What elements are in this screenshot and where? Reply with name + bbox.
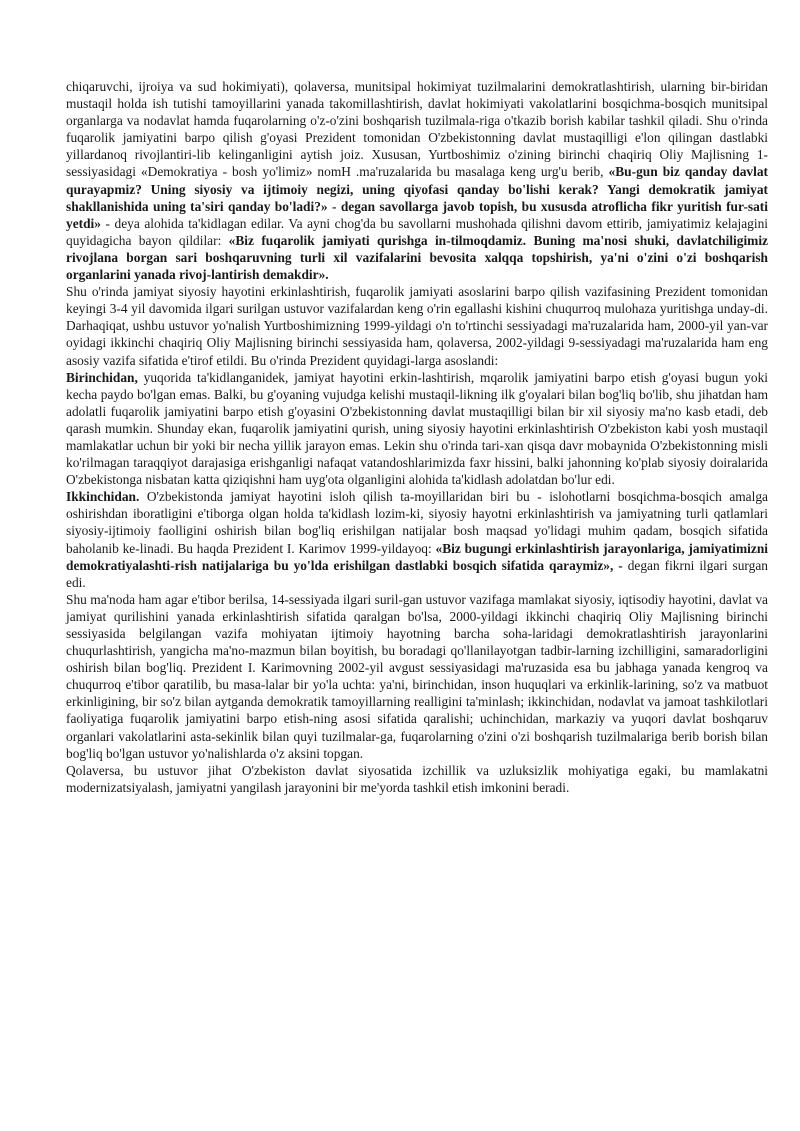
text-run: O'zbekistonda jamiyat hayotini isloh qilish ta-moyillaridan biri bu - islohotlarni bosqichma-bosqich amalga oshirishdan iboratligini e'tiborga olgan holda ta'kidlash lozim-ki, siyosiy hayotni erkinlashtirish va jamiyatning turli qatlamlari siyosiy-ijtimoiy faolligini oshirish bilan bog'liq erishilgan natijalar bosh maqsad yo'lidagi muhim qadam, bosqich sifatida baholanib ke-linadi. Bu haqda Prezident I. Karimov 1999-yildayoq:	[66, 489, 768, 556]
paragraph	[66, 78, 768, 283]
paragraph	[66, 762, 768, 796]
text-run: Shu ma'noda ham agar e'tibor berilsa, 14-sessiyada ilgari suril-gan ustuvor vazifaga mamlakat siyosiy, iqtisodiy hayotini, davlat va jamiyat qurilishini yanada erkinlashtirish sifatida qaralgan bo'lsa, 2000-yildagi ikkinchi chaqiriq Oliy Majlisning birinchi sessiyasida belgilangan vazifa mohiyatan ijtimoiy hayotning barcha soha-laridagi demokratlashtirish jarayonlarini chuqurlashtirish, yangicha ma'no-mazmun bilan boyitish, bu boradagi qo'llanilayotgan tadbir-larning izchilligini, samaradorligini oshirish bilan bog'liq. Prezident I. Karimovning 2002-yil avgust sessiyasidagi ma'ruzasida esa bu jabhaga yanada kengroq va chuqurroq e'tibor qaratilib, bu masa-lalar bir yo'la uchta: ya'ni, birinchidan, inson huquqlari va erkinlik-larining, so'z va matbuot erkinligining, bir so'z bilan aytganda demokratik tamoyillarning realligini ta'minlash; ikkinchidan, nodavlat va jamoat tashkilotlari faoliyatiga fuqarolik jamiyatini barpo etish-ning asosi sifatida qaralishi; uchinchidan, markaziy va yuqori davlat boshqaruv organlari vakolatlarini asta-sekinlik bilan quyi tuzilmalar-ga, fuqarolarning o'zini o'zi boshqarish tuzilmalariga berib borish bilan bog'liq bo'lgan ustuvor yo'nalishlarda o'z aksini topgan.	[66, 591, 768, 761]
paragraph	[66, 488, 768, 591]
text-run: yuqorida ta'kidlanganidek, jamiyat hayotini erkin-lashtirish, mqarolik jamiyatini barpo etish g'oyasi bugun yoki kecha paydo bo'lgan emas. Balki, bu g'oyaning vujudga kelishi mustaqil-likning ilk g'oyalari bilan bog'liq bo'lib, shu jihatdan ham adolatli fuqarolik jamiyatini barpo etish g'oyasini O'zbekistonning davlat mustaqilligi bilan bir xil siyosiy ma'no kasb etadi, deb qarash mumkin. Shunday ekan, fuqarolik jamiyatini qurish, uning siyosiy hayotini erkinlashtirish O'zbekiston kabi yosh mustaqil mamlakatlar uchun bir yoki bir necha yillik jarayon emas. Lekin shu o'rinda tari-xan qisqa davr mobaynida O'zbekistonning misli ko'rilmagan taraqqiyot darajasiga erishganligi nafaqat vatandoshlarimizda faxr hissini, balki jahonning ko'plab siyosiy doiralarida O'zbekistonga nisbatan katta qiziqishni ham uyg'ota olganligini alohida ta'kidlash adolatdan bo'lur edi.	[66, 369, 768, 488]
text-run: Qolaversa, bu ustuvor jihat O'zbekiston davlat siyosatida izchillik va uzluksizlik mohiyatiga egaki, bu mamlakatni modernizatsiyalash, jamiyatni yangilash jarayonini bir me'yorda tashkil etish imkonini beradi.	[66, 762, 768, 795]
text-run: chiqaruvchi, ijroiya va sud hokimiyati), qolaversa, munitsipal hokimiyat tuzilmalarini demokratlashtirish, ularning bir-biridan mustaqil holda ish tutishi tamoyillarini yanada takomillashtirish, davlat hokimiyati vakolatlarini bosqichma-bosqich munitsipal organlarga va nodavlat hamda fuqarolarning o'z-o'zini boshqarish tuzilmala-riga o'tkazib borish kabilar tashkil qiladi. Shu o'rinda fuqarolik jamiyatini barpo qilish g'oyasi Prezident tomonidan O'zbekistonning davlat mustaqilligi e'lon qilingan dastlabki yillardanoq rivojlantiri-lib kelinganligini aytish joiz. Xususan, Yurtboshimiz o'zining birinchi chaqiriq Oliy Majlisning 1-sessiyasidagi «Demokratiya - bosh yo'limiz» nomH .ma'ruzalarida bu masalaga keng urg'u berib,	[66, 79, 768, 180]
text-run: Shu o'rinda jamiyat siyosiy hayotini erkinlashtirish, fuqarolik jamiyati asoslarini barpo qilish vazifasining Prezident tomonidan keyingi 3-4 yil davomida ilgari surilgan ustuvor vazifalardan keng o'rin egallashi kishini chuqurroq mulohaza yuritishga unday-di. Darhaqiqat, ushbu ustuvor yo'nalish Yurtboshimizning 1999-yildagi o'n to'rtinchi sessiyadagi ma'ruzalarida ham, 2000-yil yan-var oyidagi ikkinchi chaqiriq Oliy Majlisning birinchi sessiyasida ham, qolaversa, 2002-yildagi 9-sessiyadagi ma'ruzalarida ham eng asosiy vazifa sifatida e'tirof etildi. Bu o'rinda Prezident quyidagi-larga asoslandi:	[66, 284, 768, 368]
paragraph	[66, 369, 768, 489]
document-body	[66, 78, 768, 796]
bold-text-run: Birinchidan,	[66, 369, 138, 385]
bold-text-run: «Biz bugungi erkinlashtirish jarayonlariga, jamiyatimizni demokratiyalashti-rish natijalariga bu yo'lda erishilgan dastlabki bosqich sifatida qaraymiz», -	[66, 540, 768, 573]
paragraph	[66, 283, 768, 368]
text-run: degan fikrni ilgari surgan edi.	[66, 557, 768, 590]
bold-text-run: «Biz fuqarolik jamiyati qurishga in-tilmoqdamiz. Buning ma'nosi shuki, davlatchiligimiz rivojlana borgan sari boshqaruvning turli xil vazifalarini bevosita xalqqa topshirish, ya'ni o'zini o'zi boshqarish organlarini yanada rivoj-lantirish demakdir».	[66, 232, 769, 283]
paragraph	[66, 591, 768, 762]
bold-text-run: «Bu-gun biz qanday davlat qurayapmiz? Uning siyosiy va ijtimoiy negizi, uning qiyofasi qanday bo'lishi kerak? Yangi demokratik jamiyat shakllanishida uning ta'siri qanday bo'ladi?» - degan savollarga javob topish, bu xususda atroflicha fikr yuritish fur-sati yetdi»	[66, 164, 768, 231]
bold-text-run: Ikkinchidan.	[66, 489, 140, 505]
text-run: - deya alohida ta'kidlagan edilar. Va ayni chog'da bu savollarni mushohada qilishni davom ettirib, jamiyatimiz kelajagini quyidagicha bayon qildilar:	[66, 215, 768, 248]
